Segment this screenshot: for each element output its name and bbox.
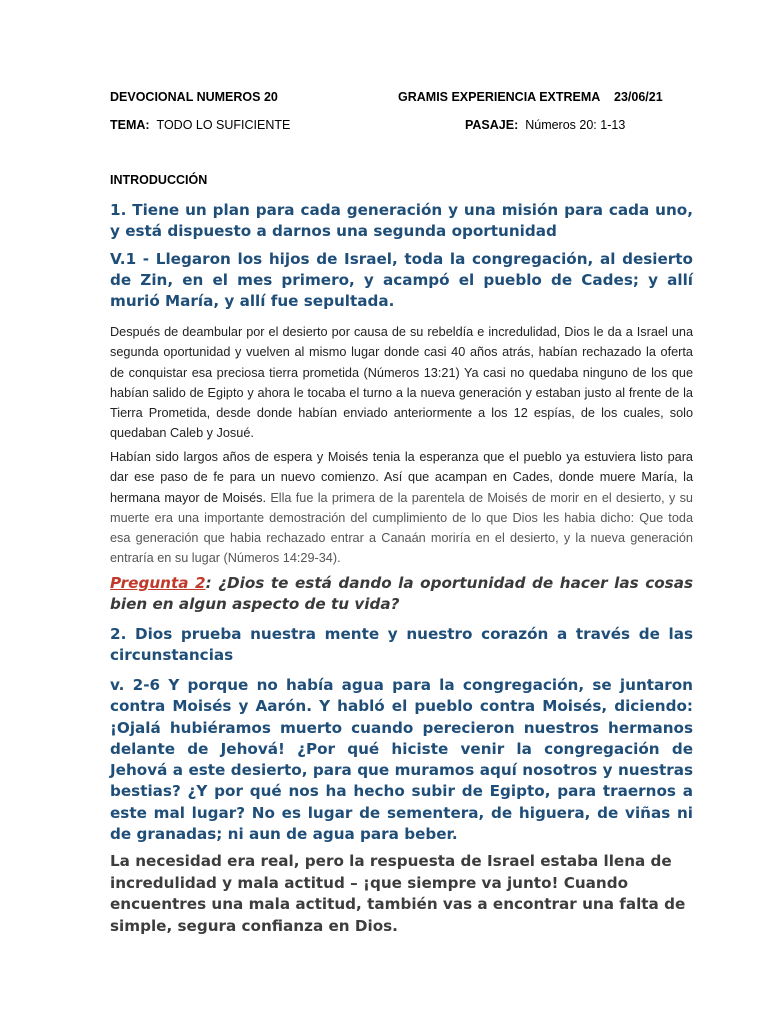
question-label: Pregunta 2	[110, 574, 206, 592]
question-2	[110, 573, 693, 615]
point-2-heading: 2. Dios prueba nuestra mente y nuestro corazón a través de las circunstancias	[110, 625, 693, 664]
point-1-heading: 1. Tiene un plan para cada generación y una misión para cada uno, y está dispuesto a darnos una segunda oportunidad	[110, 201, 693, 240]
intro-heading: INTRODUCCIÓN	[110, 173, 208, 187]
document-date: 23/06/21	[614, 90, 663, 104]
tema-value: TODO LO SUFICIENTE	[156, 118, 291, 132]
tema-label: TEMA:	[110, 118, 150, 132]
paragraph-2-part-a: Habían sido largos años de espera y Moisés tenia la esperanza que el pueblo ya estuviera listo para dar ese paso de fe para un nuevo comienzo. Así que acampan en Cades, donde muere María, la hermana mayor de Moisés.	[110, 450, 693, 505]
verse-1: V.1 - Llegaron los hijos de Israel, toda la congregación, al desierto de Zin, en el mes primero, y acampó el pueblo de Cades; y allí murió María, y allí fue sepultada.	[110, 250, 693, 310]
closing-paragraph: La necesidad era real, pero la respuesta de Israel estaba llena de incredulidad y mala actitud – ¡que siempre va junto! Cuando encuentres una mala actitud, también vas a encontrar una falta de simple, segura confianza en Dios.	[110, 852, 686, 935]
tema-line	[110, 118, 290, 132]
paragraph-1: Después de deambular por el desierto por causa de su rebeldía e incredulidad, Dios le da a Israel una segunda oportunidad y vuelven al mismo lugar donde casi 40 años atrás, habían rechazado la oferta de conquistar esa preciosa tierra prometida (Números 13:21) Ya casi no quedaba ninguno de los que habían salido de Egipto y ahora le tocaba el turno a la nueva generación y estaban justo al frente de la Tierra Prometida, desde donde habían enviado anteriormente a los 12 espías, de los cuales, solo quedaban Caleb y Josué.	[110, 325, 693, 441]
pasaje-value: Números 20: 1-13	[525, 118, 626, 132]
question-text: : ¿Dios te está dando la oportunidad de hacer las cosas bien en algun aspecto de tu vida?	[110, 574, 693, 613]
ministry-name: GRAMIS EXPERIENCIA EXTREMA	[398, 90, 601, 104]
pasaje-line	[465, 118, 625, 132]
paragraph-2	[110, 447, 693, 569]
paragraph-2-part-b: Ella fue la primera de la parentela de Moisés de morir en el desierto, y su muerte era una importante demostración del cumplimiento de lo que Dios les habia dicho: Que toda esa generación que habia rechazado entrar a Canaán moriría en el desierto, y la nueva generación entraría en su lugar (Números 14:29-34).	[110, 490, 693, 566]
pasaje-label: PASAJE:	[465, 118, 519, 132]
document-title: DEVOCIONAL NUMEROS 20	[110, 90, 278, 104]
verse-2-6: v. 2-6 Y porque no había agua para la congregación, se juntaron contra Moisés y Aarón. Y habló el pueblo contra Moisés, diciendo: ¡Ojalá hubiéramos muerto cuando perecieron nuestros hermanos delante de Jehová! ¿Por qué hiciste venir la congregación de Jehová a este desierto, para que muramos aquí nosotros y nuestras bestias? ¿Y por qué nos ha hecho subir de Egipto, para traernos a este mal lugar? No es lugar de sementera, de higuera, de viñas ni de granadas; ni aun de agua para beber.	[110, 676, 693, 844]
